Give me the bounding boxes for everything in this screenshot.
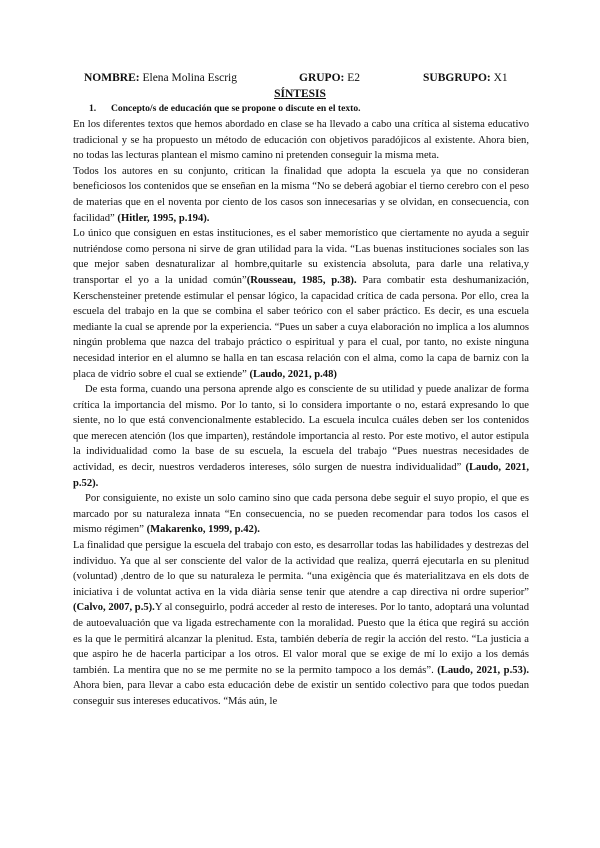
section-heading-text: Concepto/s de educación que se propone o discute en el texto. bbox=[111, 103, 361, 114]
section-heading bbox=[89, 103, 361, 114]
paragraph-1: En los diferentes textos que hemos abordado en clase se ha llevado a cabo una crítica al sistema educativo tradicional y se ha propuesto un método de educación con objetivos paradójicos al existente. Ahora bien, no todas las lecturas plantean el mismo camino ni pretenden conseguir la misma meta. bbox=[73, 119, 529, 162]
citation: (Laudo, 2021, p.52). bbox=[73, 462, 530, 489]
citation: (Calvo, 2007, p.5). bbox=[73, 602, 155, 614]
section-number: 1. bbox=[89, 103, 97, 114]
citation: (Laudo, 2021, p.53). bbox=[437, 664, 529, 676]
document-body bbox=[73, 117, 529, 710]
paragraph-6: La finalidad que persigue la escuela del trabajo con esto, es desarrollar todas las habilidades y destrezas del individuo. Ya que al ser consciente del valor de la actividad que realiza, querrá ejecutarla en su plenitud (voluntad) ,dentro de lo que su naturaleza le permita. “una exigència que és materialitzava en els dots de iniciativa i de voluntat activa en la vida diària sense tenir que atendre a cap directiva ni ordre superior” (Calvo, 2007, p.5).Y al conseguirlo, podrá acceder al resto de intereses. Por lo tanto, adoptará una voluntad de autoevaluación que va ligada estrechamente con la moralidad. Puesto que la ética que regirá su acción es la que le permitirá alcanzar la plenitud. Esta, también debería de regir la acción del resto. “La justicia a que aspiro he de hacerla participar a los otros. El valor moral que se exige de mí lo exijo a los demás también. La mentira que no se me permite no se la permito tampoco a los demás”. (Laudo, 2021, p.53). Ahora bien, para llevar a cabo esta educación debe de existir un sentido colectivo para que todos puedan conseguir sus intereses educativos. “Más aún, le bbox=[73, 540, 529, 707]
citation: (Makarenko, 1999, p.42). bbox=[146, 524, 260, 536]
student-header bbox=[84, 72, 544, 88]
group-value: E2 bbox=[347, 72, 361, 84]
group-label: GRUPO: bbox=[299, 72, 345, 84]
name-label: NOMBRE: bbox=[84, 72, 140, 84]
citation: (Laudo, 2021, p.48) bbox=[249, 368, 337, 380]
subgroup-value: X1 bbox=[493, 72, 508, 84]
paragraph-3: Lo único que consiguen en estas instituciones, es el saber memorístico que ciertamente no ayuda a seguir nutriéndose como persona ni sirve de gran utilidad para la vida. “Las buenas instituciones sociales son las que mejor saben desnaturalizar al hombre,quitarle su existencia absoluta, para darle una relativa,y transportar el yo a la unidad común”(Rousseau, 1985, p.38). Para combatir esta deshumanización, Kerschensteiner pretende estimular el pensar lógico, la capacidad crítica de cada persona. Por ello, crea la escuela del trabajo en la que se combina el saber teórico con el saber práctico. Es decir, es una escuela mediante la cual se aprende por la experiencia. “Pues un saber a cuya elaboración no implica a los alumnos ningún problema que nazca del trabajo práctico o espiritual y para el cual, por tanto, no existe ninguna necesidad interior en el alumno se halla en tan escasa relación con el alma, como la capa de barniz con la placa de vidrio sobre el cual se extiende” (Laudo, 2021, p.48) bbox=[73, 228, 529, 380]
paragraph-4: De esta forma, cuando una persona aprende algo es consciente de su utilidad y puede analizar de forma crítica la importancia del mismo. Por lo tanto, si lo considera importante o no, estará expresando lo que siente, no lo que está convencionalmente establecido. La escuela inculca cuáles deben ser los contenidos que merecen atención (los que imparten), restándole importancia al resto. Por este motivo, el autor estipula la individualidad como la base de su escuela, la escuela del trabajo “Pues nuestras necesidades de actividad, es decir, nuestros verdaderos intereses, sólo surgen de nuestra individualidad” (Laudo, 2021, p.52). bbox=[73, 384, 530, 489]
paragraph-5: Por consiguiente, no existe un solo camino sino que cada persona debe seguir el suyo propio, el que es marcado por su naturaleza innata “En consecuencia, no se pueden recomendar para todos los casos el mismo régimen” (Makarenko, 1999, p.42). bbox=[73, 493, 529, 536]
name-field bbox=[84, 72, 237, 84]
subgroup-label: SUBGRUPO: bbox=[423, 72, 491, 84]
citation: (Hitler, 1995, p.194). bbox=[117, 212, 210, 224]
paragraph-2: Todos los autores en su conjunto, critican la finalidad que adopta la escuela ya que no consideran beneficiosos los contenidos que se enseñan en la misma “No se deberá agobiar el tierno cerebro con el peso de materias que en el noventa por ciento de los casos son innecesarias y se olvidan, en consecuencia, con facilidad” (Hitler, 1995, p.194). bbox=[73, 165, 529, 224]
document-title: SÍNTESIS bbox=[274, 88, 326, 100]
name-value: Elena Molina Escrig bbox=[142, 72, 237, 84]
subgroup-field bbox=[423, 72, 508, 84]
citation: (Rousseau, 1985, p.38). bbox=[246, 274, 357, 286]
group-field bbox=[299, 72, 360, 84]
